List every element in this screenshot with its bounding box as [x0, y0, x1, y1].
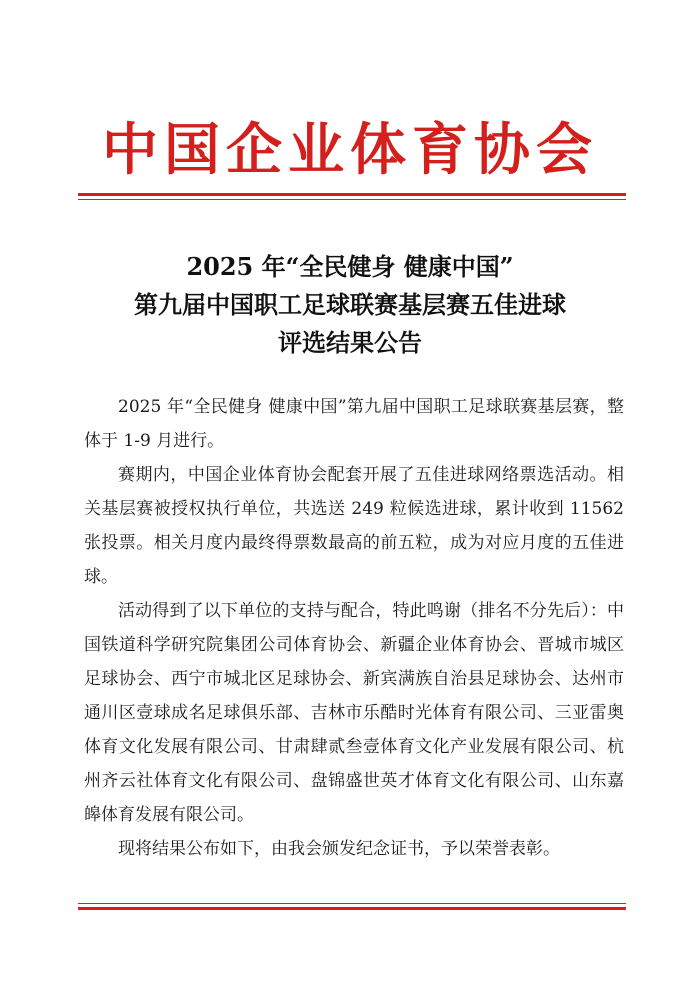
- notice-title-line-2: 第九届中国职工足球联赛基层赛五佳进球: [134, 290, 566, 319]
- organization-title: 中国企业体育协会: [102, 117, 598, 183]
- paragraph-announcement: 现将结果公布如下，由我会颁发纪念证书，予以荣誉表彰。: [118, 839, 560, 859]
- paragraph-voting: 赛期内，中国企业体育协会配套开展了五佳进球网络票选活动。相关基层赛被授权执行单位，共选送 249 粒候选进球，累计收到 11562 张投票。相关月度内最终得票数最高的前五粒，成为对应月度的五佳进球。: [84, 465, 624, 587]
- notice-body: [84, 390, 624, 866]
- footer-rule-thin: [78, 903, 626, 904]
- notice-title: [0, 248, 700, 362]
- notice-title-line-1: 2025 年“全民健身 健康中国”: [186, 252, 514, 281]
- header-rule-thick: [78, 193, 626, 196]
- footer-rule-thick: [78, 907, 626, 910]
- paragraph-acknowledgements: 活动得到了以下单位的支持与配合，特此鸣谢（排名不分先后）：中国铁道科学研究院集团公司体育协会、新疆企业体育协会、晋城市城区足球协会、西宁市城北区足球协会、新宾满族自治县足球协会、达州市通川区壹球成名足球俱乐部、吉林市乐酷时光体育有限公司、三亚雷奥体育文化发展有限公司、甘肃肆贰叁壹体育文化产业发展有限公司、杭州齐云社体育文化有限公司、盘锦盛世英才体育文化有限公司、山东嘉皞体育发展有限公司。: [84, 601, 624, 825]
- paragraph-intro: 2025 年“全民健身 健康中国”第九届中国职工足球联赛基层赛，整体于 1-9 月进行。: [84, 397, 624, 451]
- notice-title-line-3: 评选结果公告: [278, 328, 422, 357]
- header-rule-thin: [78, 199, 626, 200]
